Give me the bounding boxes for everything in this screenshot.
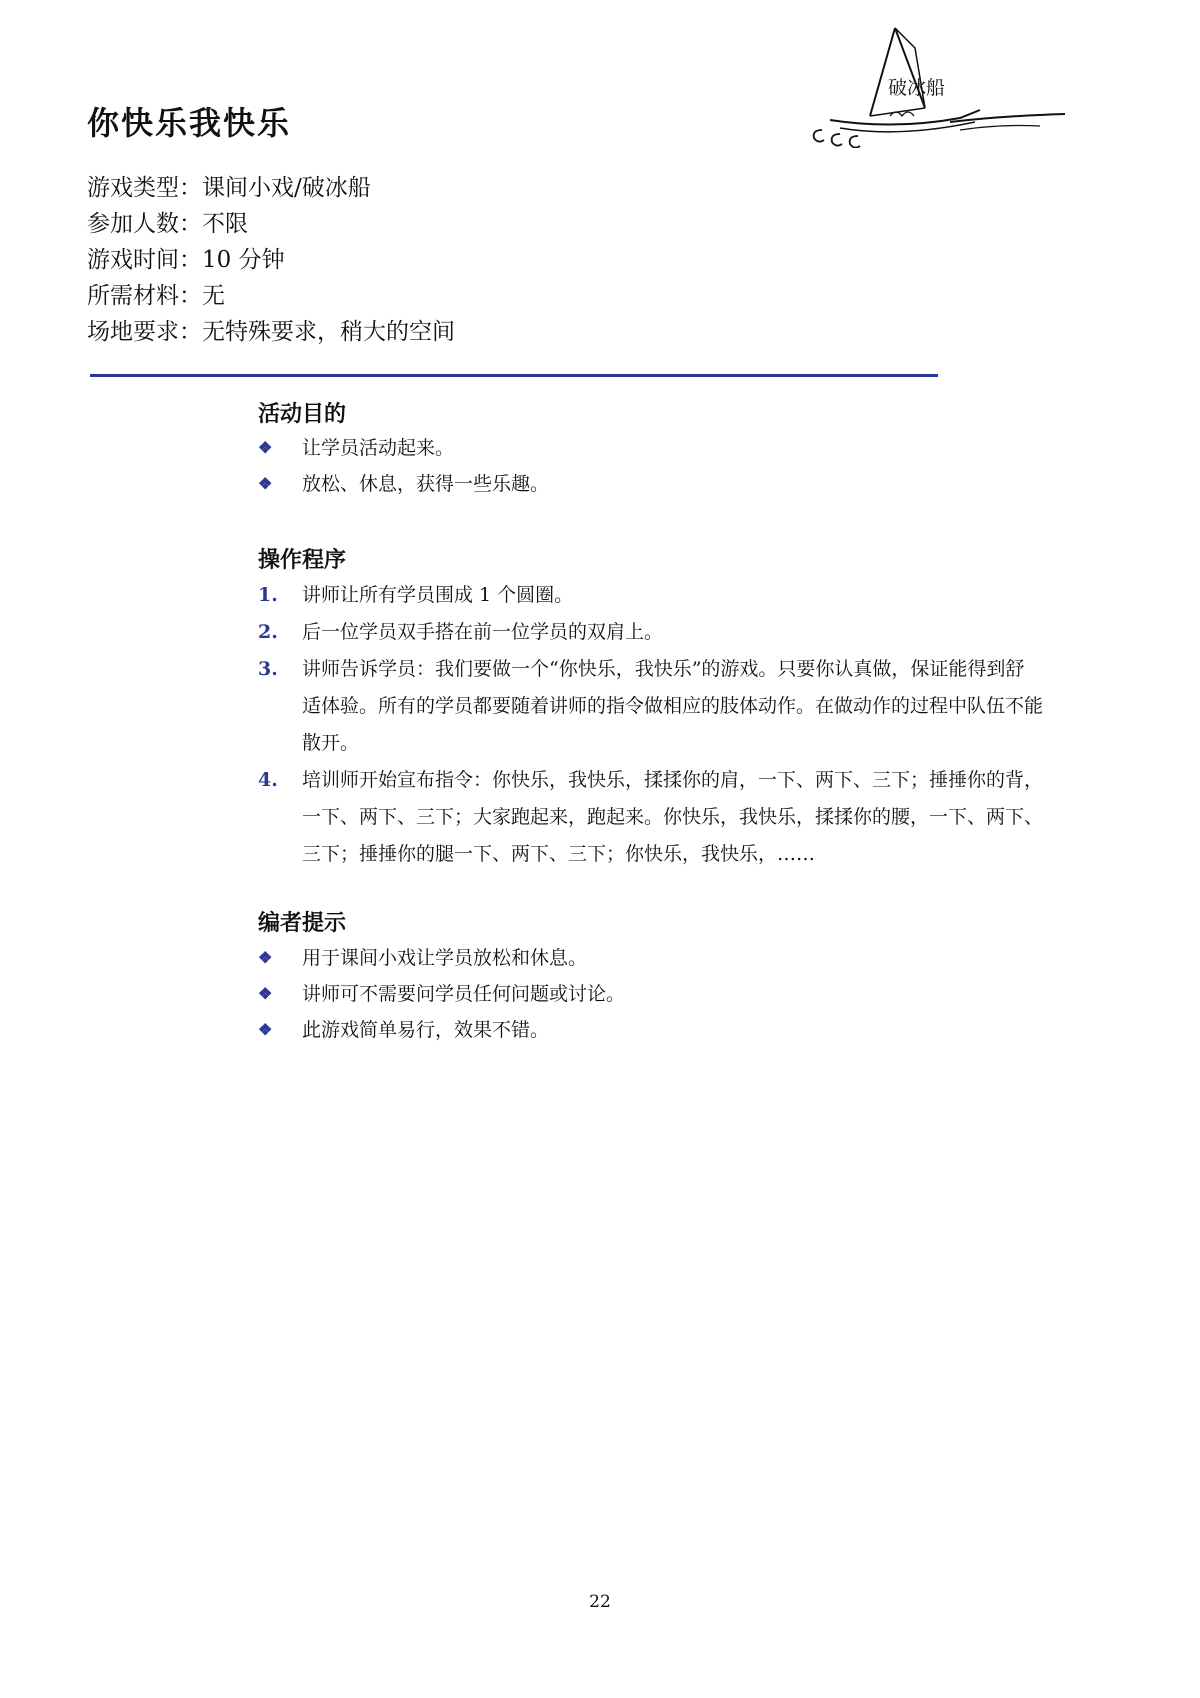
info-value: 无特殊要求，稍大的空间 (202, 319, 455, 345)
list-item (258, 976, 625, 1012)
info-row-duration (87, 242, 455, 278)
info-label: 所需材料： (87, 283, 202, 309)
list-item (258, 651, 1043, 762)
step-line: 适体验。所有的学员都要随着讲师的指令做相应的肢体动作。在做动作的过程中队伍不能 (302, 695, 1044, 717)
info-label: 游戏时间： (87, 247, 202, 273)
diamond-bullet-icon: ❖ (258, 948, 273, 967)
info-row-participants (87, 206, 455, 242)
list-item (258, 614, 1043, 651)
list-item-text: 放松、休息，获得一些乐趣。 (302, 473, 550, 495)
step-number: 2. (258, 621, 278, 643)
list-item-text: 让学员活动起来。 (302, 437, 455, 459)
info-value: 10 分钟 (202, 247, 285, 273)
list-item (258, 466, 549, 502)
list-item (258, 430, 549, 466)
diamond-bullet-icon: ❖ (258, 1020, 273, 1039)
page-title: 你快乐我快乐 (87, 104, 292, 142)
page-number: 22 (589, 1592, 611, 1612)
diamond-bullet-icon: ❖ (258, 474, 273, 493)
step-number: 1. (258, 584, 278, 606)
info-value: 课间小戏/破冰船 (202, 175, 371, 201)
step-number: 4. (258, 769, 278, 791)
info-value: 不限 (202, 211, 248, 237)
section-title-procedure: 操作程序 (258, 548, 347, 573)
info-row-venue (87, 314, 455, 350)
diamond-bullet-icon: ❖ (258, 438, 273, 457)
diamond-bullet-icon: ❖ (258, 984, 273, 1003)
step-line: 培训师开始宣布指令：你快乐，我快乐，揉揉你的肩，一下、两下、三下；捶捶你的背， (302, 769, 1044, 791)
list-item (258, 762, 1043, 873)
section-title-purpose: 活动目的 (258, 402, 347, 427)
tips-list (258, 940, 625, 1048)
step-number: 3. (258, 658, 278, 680)
list-item (258, 577, 1043, 614)
list-item-text: 用于课间小戏让学员放松和休息。 (302, 947, 588, 969)
step-line: 散开。 (302, 732, 360, 754)
step-line: 一下、两下、三下；大家跑起来，跑起来。你快乐，我快乐，揉揉你的腰，一下、两下、 (302, 806, 1044, 828)
step-line: 三下；捶捶你的腿一下、两下、三下；你快乐，我快乐，…… (302, 843, 816, 865)
list-item-text: 此游戏简单易行，效果不错。 (302, 1019, 550, 1041)
procedure-list (258, 577, 1043, 873)
info-value: 无 (202, 283, 225, 309)
info-label: 场地要求： (87, 319, 202, 345)
step-line: 后一位学员双手搭在前一位学员的双肩上。 (302, 621, 664, 643)
info-label: 参加人数： (87, 211, 202, 237)
divider (90, 374, 938, 377)
step-line: 讲师让所有学员围成 1 个圆圈。 (302, 584, 574, 606)
info-row-materials (87, 278, 455, 314)
section-title-tips: 编者提示 (258, 911, 347, 936)
info-row-type (87, 170, 455, 206)
info-label: 游戏类型： (87, 175, 202, 201)
list-item (258, 940, 625, 976)
step-line: 讲师告诉学员：我们要做一个“你快乐，我快乐”的游戏。只要你认真做，保证能得到舒 (302, 658, 1025, 680)
game-info (87, 170, 455, 350)
list-item-text: 讲师可不需要问学员任何问题或讨论。 (302, 983, 626, 1005)
list-item (258, 1012, 625, 1048)
purpose-list (258, 430, 549, 502)
logo-label: 破冰船 (888, 77, 946, 99)
